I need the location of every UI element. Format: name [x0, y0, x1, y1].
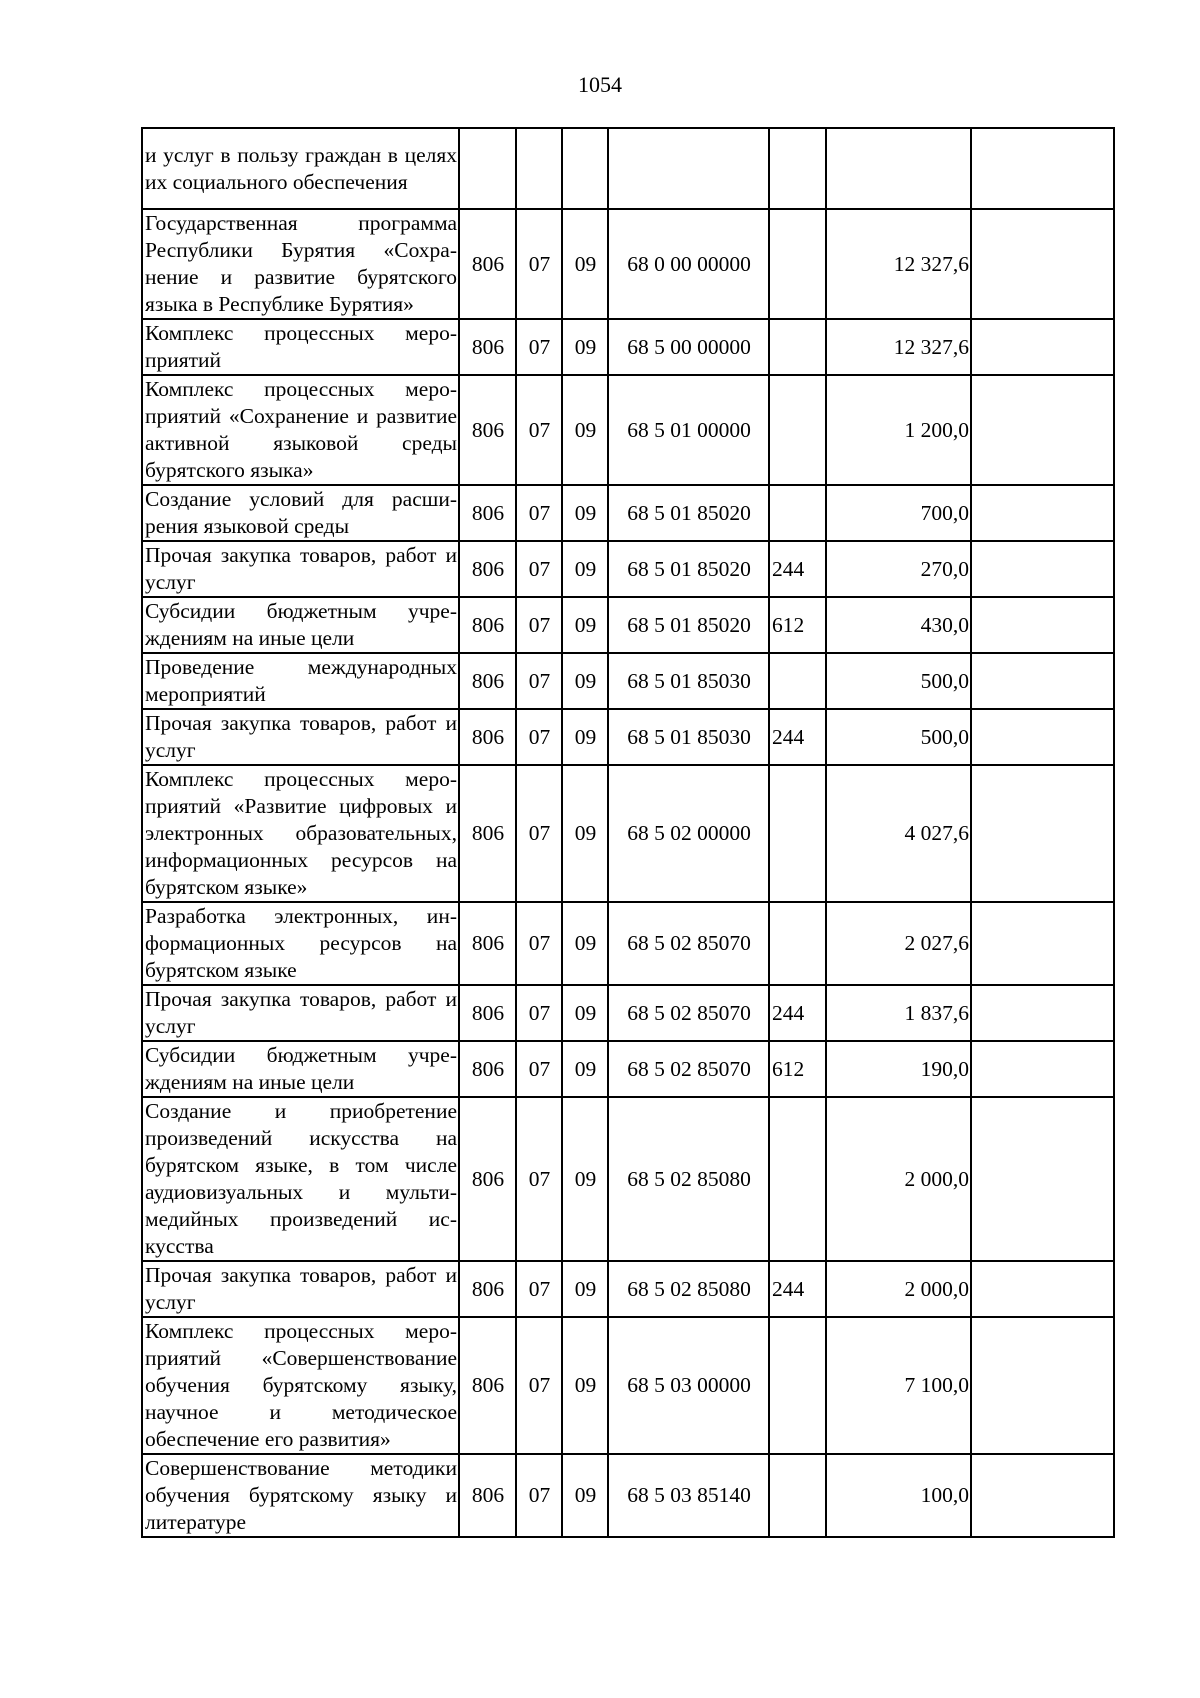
- table-row: [142, 597, 1114, 653]
- table-row: [142, 1041, 1114, 1097]
- row-subsection-code: 09: [562, 209, 608, 319]
- row-amount: 1 200,0: [826, 375, 971, 485]
- row-description: Комплекс процессных мероприятий «Развитие цифровых и электронных образовательных, информационных ресурсов на бурятском языке»: [142, 765, 459, 902]
- row-department-code: 806: [459, 1097, 516, 1261]
- row-description: Комплекс процессных мероприятий «Сохранение и развитие активной языковой среды бурятского языка»: [142, 375, 459, 485]
- table-row: [142, 1097, 1114, 1261]
- row-extra: [971, 985, 1114, 1041]
- row-expense-type-code: 612: [769, 597, 826, 653]
- row-department-code: 806: [459, 485, 516, 541]
- row-extra: [971, 375, 1114, 485]
- row-subsection-code: 09: [562, 765, 608, 902]
- row-section-code: 07: [516, 1317, 562, 1454]
- table-row: [142, 653, 1114, 709]
- row-department-code: 806: [459, 653, 516, 709]
- row-description: Создание условий для расширения языковой среды: [142, 485, 459, 541]
- row-description: Разработка электронных, информационных ресурсов на бурятском языке: [142, 902, 459, 985]
- row-expense-type-code: [769, 765, 826, 902]
- row-section-code: 07: [516, 1454, 562, 1537]
- row-department-code: 806: [459, 709, 516, 765]
- row-department-code: 806: [459, 1454, 516, 1537]
- row-target-article-code: 68 5 01 85020: [608, 597, 769, 653]
- row-description: Прочая закупка товаров, работ и услуг: [142, 709, 459, 765]
- row-amount: 1 837,6: [826, 985, 971, 1041]
- row-section-code: 07: [516, 765, 562, 902]
- row-target-article-code: 68 5 01 00000: [608, 375, 769, 485]
- row-description: Прочая закупка товаров, работ и услуг: [142, 985, 459, 1041]
- row-section-code: 07: [516, 1261, 562, 1317]
- row-expense-type-code: [769, 485, 826, 541]
- table-row: [142, 985, 1114, 1041]
- table-row: [142, 902, 1114, 985]
- row-subsection-code: 09: [562, 902, 608, 985]
- row-description: Совершенствование методики обучения бурятскому языку и литературе: [142, 1454, 459, 1537]
- table-row: [142, 765, 1114, 902]
- row-section-code: 07: [516, 375, 562, 485]
- row-target-article-code: 68 5 03 00000: [608, 1317, 769, 1454]
- row-subsection-code: 09: [562, 1317, 608, 1454]
- row-department-code: 806: [459, 1041, 516, 1097]
- row-subsection-code: 09: [562, 597, 608, 653]
- row-section-code: [516, 128, 562, 209]
- row-expense-type-code: [769, 319, 826, 375]
- row-section-code: 07: [516, 541, 562, 597]
- row-expense-type-code: 244: [769, 541, 826, 597]
- row-target-article-code: 68 5 00 00000: [608, 319, 769, 375]
- row-subsection-code: 09: [562, 985, 608, 1041]
- row-amount: 12 327,6: [826, 209, 971, 319]
- row-expense-type-code: [769, 1097, 826, 1261]
- row-expense-type-code: [769, 375, 826, 485]
- row-department-code: 806: [459, 1261, 516, 1317]
- row-expense-type-code: [769, 653, 826, 709]
- table-row: [142, 485, 1114, 541]
- row-section-code: 07: [516, 209, 562, 319]
- row-department-code: [459, 128, 516, 209]
- table-row: [142, 319, 1114, 375]
- row-amount: 4 027,6: [826, 765, 971, 902]
- row-extra: [971, 1454, 1114, 1537]
- row-section-code: 07: [516, 1041, 562, 1097]
- table-body: [142, 128, 1114, 1537]
- table-row: [142, 1317, 1114, 1454]
- row-extra: [971, 1317, 1114, 1454]
- row-extra: [971, 653, 1114, 709]
- row-section-code: 07: [516, 597, 562, 653]
- row-section-code: 07: [516, 985, 562, 1041]
- budget-table: [141, 127, 1115, 1538]
- row-extra: [971, 485, 1114, 541]
- row-department-code: 806: [459, 902, 516, 985]
- row-target-article-code: 68 5 03 85140: [608, 1454, 769, 1537]
- row-amount: 700,0: [826, 485, 971, 541]
- row-description: и услуг в пользу граждан в целях их социального обеспечения: [142, 128, 459, 209]
- row-extra: [971, 128, 1114, 209]
- row-amount: 2 000,0: [826, 1261, 971, 1317]
- row-target-article-code: 68 5 01 85030: [608, 709, 769, 765]
- row-amount: [826, 128, 971, 209]
- row-expense-type-code: 244: [769, 985, 826, 1041]
- row-description: Субсидии бюджетным учреждениям на иные цели: [142, 597, 459, 653]
- row-target-article-code: 68 5 02 00000: [608, 765, 769, 902]
- row-subsection-code: [562, 128, 608, 209]
- row-expense-type-code: [769, 902, 826, 985]
- row-amount: 430,0: [826, 597, 971, 653]
- row-expense-type-code: 244: [769, 709, 826, 765]
- row-amount: 2 000,0: [826, 1097, 971, 1261]
- row-target-article-code: 68 5 02 85070: [608, 985, 769, 1041]
- row-amount: 7 100,0: [826, 1317, 971, 1454]
- row-extra: [971, 1097, 1114, 1261]
- table-row: [142, 1454, 1114, 1537]
- row-amount: 2 027,6: [826, 902, 971, 985]
- row-subsection-code: 09: [562, 653, 608, 709]
- row-target-article-code: 68 5 01 85020: [608, 485, 769, 541]
- row-expense-type-code: 244: [769, 1261, 826, 1317]
- row-target-article-code: 68 5 02 85080: [608, 1097, 769, 1261]
- row-amount: 500,0: [826, 709, 971, 765]
- row-section-code: 07: [516, 485, 562, 541]
- row-description: Субсидии бюджетным учреждениям на иные цели: [142, 1041, 459, 1097]
- row-subsection-code: 09: [562, 1454, 608, 1537]
- row-expense-type-code: [769, 128, 826, 209]
- row-section-code: 07: [516, 653, 562, 709]
- row-extra: [971, 319, 1114, 375]
- row-target-article-code: 68 5 02 85070: [608, 1041, 769, 1097]
- row-extra: [971, 209, 1114, 319]
- page-number: 1054: [578, 72, 622, 97]
- row-subsection-code: 09: [562, 1097, 608, 1261]
- row-target-article-code: 68 5 01 85020: [608, 541, 769, 597]
- row-department-code: 806: [459, 985, 516, 1041]
- row-extra: [971, 541, 1114, 597]
- row-subsection-code: 09: [562, 319, 608, 375]
- row-description: Создание и приобретение произведений искусства на бурятском языке, в том числе аудиовизуальных и мультимедийных произведений искусства: [142, 1097, 459, 1261]
- row-description: Прочая закупка товаров, работ и услуг: [142, 541, 459, 597]
- row-amount: 500,0: [826, 653, 971, 709]
- row-extra: [971, 1041, 1114, 1097]
- row-description: Комплекс процессных мероприятий «Совершенствование обучения бурятскому языку, научное и методическое обеспечение его развития»: [142, 1317, 459, 1454]
- row-target-article-code: 68 5 02 85080: [608, 1261, 769, 1317]
- row-extra: [971, 765, 1114, 902]
- row-department-code: 806: [459, 319, 516, 375]
- row-amount: 12 327,6: [826, 319, 971, 375]
- row-section-code: 07: [516, 709, 562, 765]
- row-description: Комплекс процессных мероприятий: [142, 319, 459, 375]
- row-description: Проведение международных мероприятий: [142, 653, 459, 709]
- row-department-code: 806: [459, 375, 516, 485]
- row-department-code: 806: [459, 1317, 516, 1454]
- row-expense-type-code: [769, 209, 826, 319]
- row-expense-type-code: [769, 1454, 826, 1537]
- row-department-code: 806: [459, 209, 516, 319]
- row-section-code: 07: [516, 319, 562, 375]
- row-description: Прочая закупка товаров, работ и услуг: [142, 1261, 459, 1317]
- row-subsection-code: 09: [562, 375, 608, 485]
- table-row: [142, 128, 1114, 209]
- row-section-code: 07: [516, 1097, 562, 1261]
- row-expense-type-code: [769, 1317, 826, 1454]
- row-target-article-code: [608, 128, 769, 209]
- row-target-article-code: 68 0 00 00000: [608, 209, 769, 319]
- row-subsection-code: 09: [562, 709, 608, 765]
- row-subsection-code: 09: [562, 485, 608, 541]
- row-subsection-code: 09: [562, 1041, 608, 1097]
- row-extra: [971, 902, 1114, 985]
- table-row: [142, 541, 1114, 597]
- row-subsection-code: 09: [562, 541, 608, 597]
- row-extra: [971, 1261, 1114, 1317]
- row-department-code: 806: [459, 765, 516, 902]
- row-extra: [971, 709, 1114, 765]
- table-row: [142, 709, 1114, 765]
- row-department-code: 806: [459, 597, 516, 653]
- row-section-code: 07: [516, 902, 562, 985]
- row-amount: 270,0: [826, 541, 971, 597]
- row-department-code: 806: [459, 541, 516, 597]
- row-amount: 190,0: [826, 1041, 971, 1097]
- row-description: Государственная программа Республики Бурятия «Сохранение и развитие бурятского языка в Республике Бурятия»: [142, 209, 459, 319]
- row-expense-type-code: 612: [769, 1041, 826, 1097]
- table-row: [142, 375, 1114, 485]
- table-row: [142, 209, 1114, 319]
- row-extra: [971, 597, 1114, 653]
- row-target-article-code: 68 5 02 85070: [608, 902, 769, 985]
- row-subsection-code: 09: [562, 1261, 608, 1317]
- table-row: [142, 1261, 1114, 1317]
- row-amount: 100,0: [826, 1454, 971, 1537]
- row-target-article-code: 68 5 01 85030: [608, 653, 769, 709]
